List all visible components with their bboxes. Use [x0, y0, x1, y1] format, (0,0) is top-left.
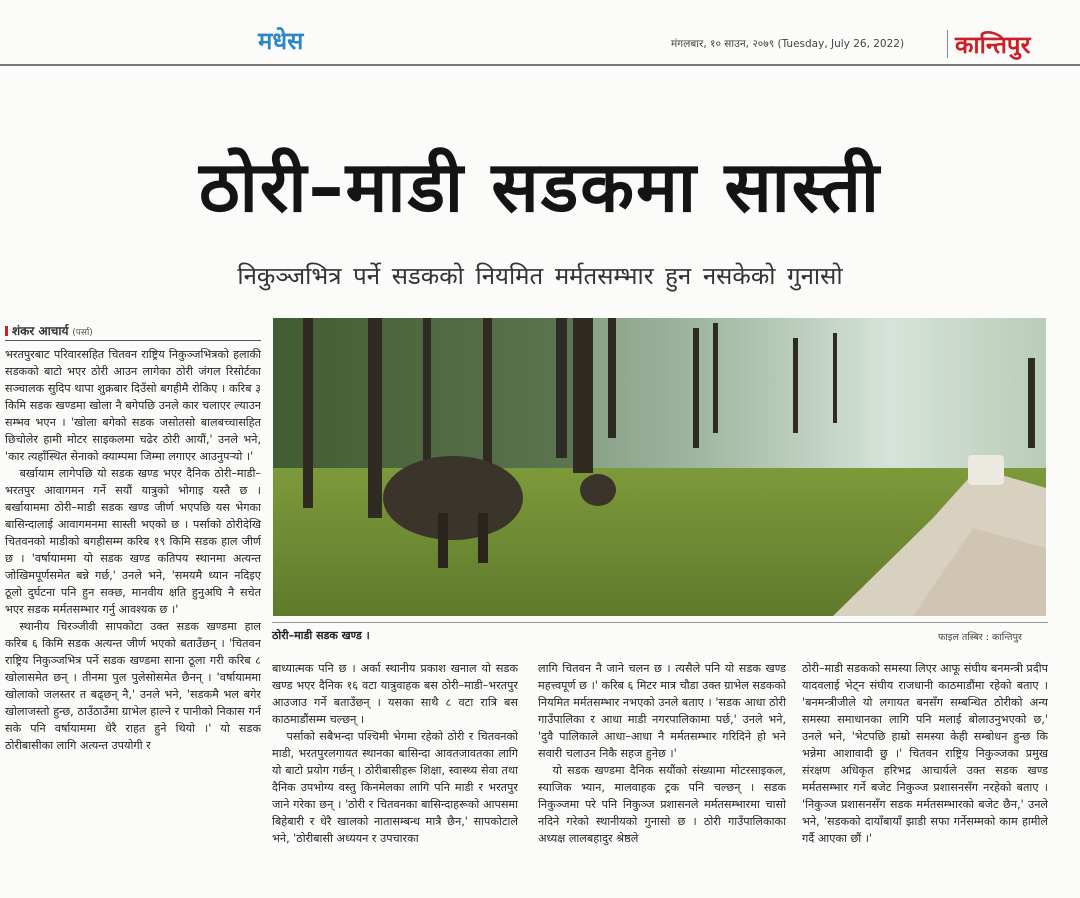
paragraph: बाध्यात्मक पनि छ । अर्का स्थानीय प्रकाश खनाल यो सडक खण्ड भएर दैनिक १६ वटा यात्रुवाहक बस ठोरी–माडी–भरतपुर आउजाउ गर्ने बताउँछन् । यसका साथै ८ वटा रात्रि बस काठमाडौंसम्म चल्छन् । — [272, 662, 518, 726]
paragraph: भरतपुरबाट परिवारसहित चितवन राष्ट्रिय निकुञ्जभित्रको हलाकी सडकको बाटो भएर ठोरी आउन लागेका ठोरी जंगल रिसोर्टका सञ्चालक सुदिप थापा शुक्रबार दिउँसो बगहीमै रोकिए । करिब ३ किमि सडक खण्डमा खोला नै बगेपछि उनले कार चलाएर ल्याउन सम्भव भएन । 'खोला बगेको सडक जसोतसो बालबच्चासहित छिचोलेर हामी मोटर साइकलमा चढेर ठोरी आयौं,' उनले भने, 'कार त्यहाँस्थित सेनाको क्याम्पमा जिम्मा लगाएर आउनुपर्‍यो ।' — [5, 348, 261, 463]
paragraph: पर्साको सबैभन्दा पश्चिमी भेगमा रहेको ठोरी र चितवनको माडी, भरतपुरलगायत स्थानका बासिन्दा आवतजावतका लागि यो बाटो प्रयोग गर्छन् । ठोरीबासीहरू शिक्षा, स्वास्थ्य सेवा तथा दैनिक उपभोग्य वस्तु किनमेलका लागि पनि माडी र भरतपुर जाने गरेका छन् । 'ठोरी र चितवनका बासिन्दाहरूको आपसमा बिहेबारी र धेरै खालको नातासम्बन्ध मात्रै छैन,' सापकोटाले भने, 'ठोरीबासी अध्ययन र उपचारका — [272, 730, 518, 845]
header-divider — [947, 30, 948, 58]
newspaper-header — [0, 0, 1080, 66]
byline — [5, 322, 93, 339]
headline: ठोरी–माडी सडकमा सास्ती — [198, 146, 882, 228]
article-photo — [273, 318, 1046, 616]
article-column-2 — [272, 660, 518, 898]
paragraph: स्थानीय चिरञ्जीवी सापकोटा उक्त सडक खण्डमा हाल करिब ६ किमि सडक अत्यन्त जीर्ण भएको बताउँछन् । 'चितवन राष्ट्रिय निकुञ्जभित्र पर्ने सडक खण्डमा साना ठूला गरी करिब ८ खोलासमेत छन् । तीनमा पुल पुलेसोसमेत छैनन् । 'वर्षायाममा खोलाको जलस्तर त बढ्छन् नै,' उनले भने, 'सडकमै भल बगेर खोलाजस्तो हुन्छ, ठाउँठाउँमा ग्राभेल हाल्ने र पानीको निकास गर्न सके पनि वर्षायाममा धेरै राहत हुने थियो ।' यो सडक ठोरीबासीका लागि अत्यन्त उपयोगी र — [5, 620, 261, 752]
paragraph: लागि चितवन नै जाने चलन छ । त्यसैले पनि यो सडक खण्ड महत्त्वपूर्ण छ ।' करिब ६ मिटर मात्र चौडा उक्त ग्राभेल सडकको नियमित मर्मतसम्भार नभएको उनले बताए । 'सडक आधा ठोरी गाउँपालिका र आधा माडी नगरपालिकामा पर्छ,' उनले भने, 'दुवै पालिकाले आधा–आधा नै मर्मतसम्भार गरिदिने हो भने सवारी चलाउन निकै सहज हुनेछ ।' — [538, 662, 786, 760]
byline-author: शंकर आचार्य — [12, 324, 69, 338]
subheadline: निकुञ्जभित्र पर्ने सडकको नियमित मर्मतसम्भार हुन नसकेको गुनासो — [237, 262, 843, 290]
article-column-1 — [5, 346, 261, 898]
byline-place: (पर्सा) — [72, 328, 93, 338]
photo-credit: फाइल तस्बिर : कान्तिपुर — [938, 632, 1022, 643]
paragraph: बर्खायाम लागेपछि यो सडक खण्ड भएर दैनिक ठोरी–माडी–भरतपुर आवागमन गर्ने सयौं यात्रुको भोगाइ यस्तै छ । बर्खायाममा ठोरी–माडी सडक खण्ड जीर्ण भएपछि यस भेगका बासिन्दालाई आवागमनमा सास्ती भएको छ । पर्साको ठोरीदेखि चितवनको माडीको बगहीसम्म करिब १९ किमि सडक हाल जीर्ण छ । 'वर्षायाममा यो सडक खण्ड कतिपय स्थानमा अत्यन्त जोखिमपूर्णसमेत बन्ने गर्छ,' उनले भने, 'समयमै ध्यान नदिइए ठूलो दुर्घटना पनि हुन सक्छ, मानवीय क्षति हुनुअघि नै सचेत भएर सडक मर्मतसम्भार गर्नु आवश्यक छ ।' — [5, 467, 261, 616]
byline-rule — [5, 340, 261, 341]
section-name: मधेस — [258, 27, 304, 55]
caption-rule — [272, 622, 1048, 623]
newspaper-logo: कान्तिपुर — [955, 30, 1031, 59]
article-column-3 — [538, 660, 786, 898]
byline-marker — [5, 326, 8, 336]
article-column-4 — [802, 660, 1048, 898]
photo-caption: ठोरी–माडी सडक खण्ड । — [272, 629, 370, 642]
dateline: मंगलबार, १० साउन, २०७९ (Tuesday, July 26, 2022) — [671, 38, 905, 50]
paragraph: यो सडक खण्डमा दैनिक सयौंको संख्यामा मोटरसाइकल, स्याजिक भ्यान, मालवाहक ट्रक पनि चल्छन् । सडक निकुञ्जमा परे पनि निकुञ्ज प्रशासनले मर्मतसम्भारमा चासो नदिने गरेको स्थानीयको गुनासो छ । ठोरी गाउँपालिकाका अध्यक्ष लालबहादुर श्रेष्ठले — [538, 764, 786, 845]
paragraph: ठोरी–माडी सडकको समस्या लिएर आफू संघीय बनमन्त्री प्रदीप यादवलाई भेट्न संघीय राजधानी काठमाडौंमा रहेको बताए । 'बनमन्त्रीजीले यो लगायत बनसँग सम्बन्धित ठोरीको अन्य समस्या समाधानका लागि पनि मलाई बोलाउनुभएको छ,' उनले भने, 'भेटपछि हाम्रो समस्या केही सम्बोधन हुन्छ कि भन्नेमा आशावादी छु ।' चितवन राष्ट्रिय निकुञ्जका प्रमुख संरक्षण अधिकृत हरिभद्र आचार्यले उक्त सडक खण्ड मर्मतसम्भार गर्ने बजेट निकुञ्ज प्रशासनसँग नरहेको बताए । 'निकुञ्ज प्रशासनसँग सडक मर्मतसम्भारको बजेट छैन,' उनले भने, 'सडकको दायाँबायाँ झाडी सफा गर्नेसम्मको काम हामीले गर्दै आएका छौं ।' — [802, 662, 1048, 845]
